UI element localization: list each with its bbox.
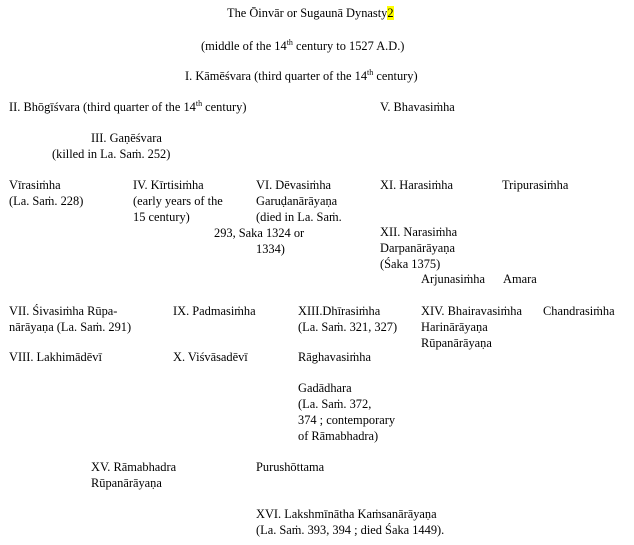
- ruler-devasimha-note-2: 293, Saka 1324 or: [214, 226, 305, 240]
- ruler-lakhimadevi: VIII. Lakhimādēvī: [9, 350, 102, 364]
- ruler-virasimha: Vīrasiṁha: [9, 178, 61, 192]
- ruler-narasimha-title: Darpanārāyaṇa: [380, 241, 455, 255]
- ruler-sivasimha-line-2: nārāyaṇa (La. Saṁ. 291): [9, 320, 132, 334]
- title-text: The Ōinvār or Sugaunā Dynasty: [227, 6, 388, 20]
- ruler-tripurasimha: Tripurasiṁha: [502, 178, 569, 192]
- ruler-narasimha-note: (Śaka 1375): [380, 257, 441, 271]
- ruler-gadadhara: Gadādhara: [298, 381, 352, 395]
- ruler-dhirasimha-note: (La. Saṁ. 321, 327): [298, 320, 398, 334]
- ruler-visvasadevi: X. Viśvāsadēvī: [173, 350, 248, 364]
- ruler-dhirasimha: XIII.Dhīrasiṁha: [298, 304, 381, 318]
- ruler-devasimha-note-3: 1334): [256, 242, 285, 256]
- ruler-bhogisvara: II. Bhōgīśvara (third quarter of the 14th century): [9, 98, 247, 114]
- ruler-devasimha-title: Garuḍanārāyaṇa: [256, 194, 338, 208]
- ruler-ramabhadra: XV. Rāmabhadra: [91, 460, 177, 474]
- footnote-reference[interactable]: 2: [387, 6, 394, 20]
- ruler-lakshminatha: XVI. Lakshmīnātha Kaṁsanārāyaṇa: [256, 507, 437, 521]
- ruler-kamesvara: I. Kāmēśvara (third quarter of the 14th century): [185, 67, 418, 83]
- ruler-harasimha: XI. Harasiṁha: [380, 178, 453, 192]
- ruler-bhairavasimha-title-2: Rūpanārāyaṇa: [421, 336, 492, 350]
- ruler-bhavasimha: V. Bhavasiṁha: [380, 100, 455, 114]
- dynasty-period: (middle of the 14th century to 1527 A.D.): [201, 37, 405, 53]
- ruler-ganesvara-note: (killed in La. Saṁ. 252): [52, 147, 171, 161]
- ruler-narasimha: XII. Narasiṁha: [380, 225, 458, 239]
- ruler-gadadhara-note-3: of Rāmabhadra): [298, 429, 379, 443]
- ruler-bhairavasimha-title-1: Harinārāyaṇa: [421, 320, 488, 334]
- ruler-raghavasimha: Rāghavasiṁha: [298, 350, 371, 364]
- ruler-ramabhadra-title: Rūpanārāyaṇa: [91, 476, 162, 490]
- ruler-devasimha-note-1: (died in La. Saṁ.: [256, 210, 342, 224]
- ruler-purushottama: Purushōttama: [256, 460, 325, 474]
- ruler-sivasimha: VII. Śivasiṁha Rūpa-: [9, 304, 118, 318]
- genealogy-title: [227, 6, 394, 21]
- ruler-gadadhara-note-2: 374 ; contemporary: [298, 413, 396, 427]
- ruler-chandrasimha: Chandrasiṁha: [543, 304, 615, 318]
- ruler-kirtisimha-note-1: (early years of the: [133, 194, 223, 208]
- ruler-lakshminatha-note: (La. Saṁ. 393, 394 ; died Śaka 1449).: [256, 523, 445, 537]
- ruler-bhairavasimha: XIV. Bhairavasiṁha: [421, 304, 522, 318]
- ruler-arjunasimha: Arjunasiṁha: [421, 272, 486, 286]
- ruler-gadadhara-note-1: (La. Saṁ. 372,: [298, 397, 372, 411]
- ruler-amara: Amara: [503, 272, 537, 286]
- ruler-kirtisimha: IV. Kīrtisiṁha: [133, 178, 204, 192]
- ruler-devasimha: VI. Dēvasiṁha: [256, 178, 332, 192]
- ruler-ganesvara: III. Gaṇēśvara: [91, 131, 162, 145]
- ruler-padmasimha: IX. Padmasiṁha: [173, 304, 256, 318]
- ruler-kirtisimha-note-2: 15 century): [133, 210, 190, 224]
- ruler-virasimha-note: (La. Saṁ. 228): [9, 194, 84, 208]
